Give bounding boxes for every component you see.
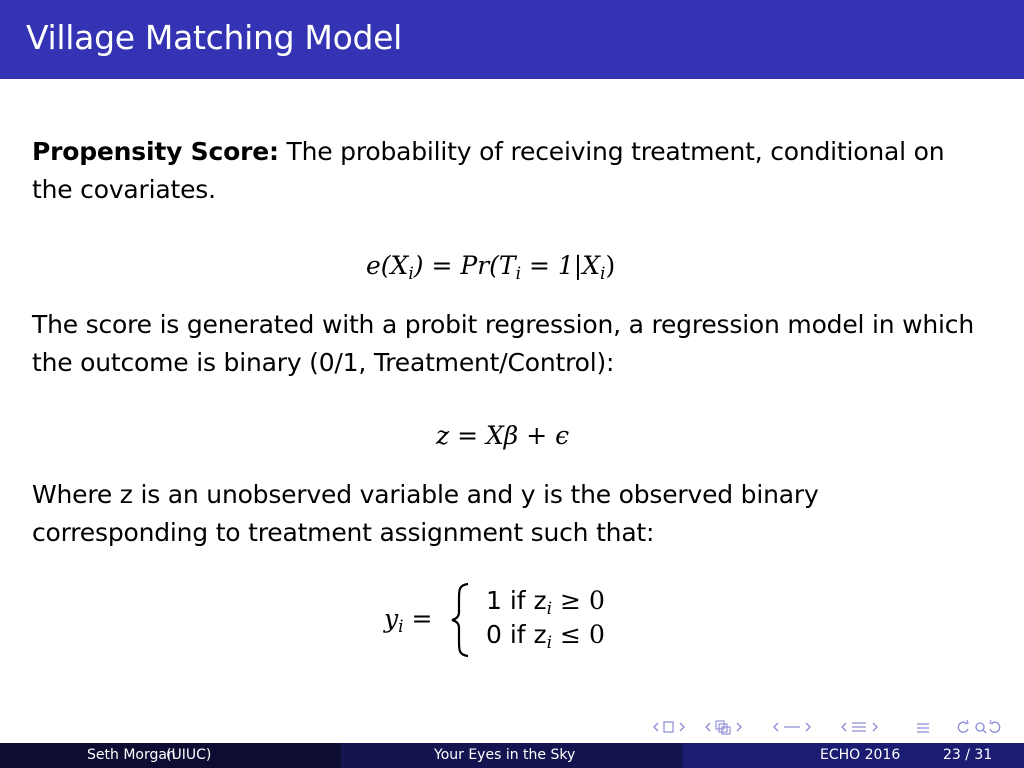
footer-author: Seth Morgan: [87, 747, 176, 763]
align-icon[interactable]: [914, 718, 932, 736]
eq1-rhs-close: ): [605, 251, 616, 280]
footer-page-number: 23 / 31: [943, 747, 993, 763]
slide-content: [32, 133, 992, 209]
eq1-lhs-sub: i: [408, 264, 414, 284]
frame-nav-icon[interactable]: [652, 718, 700, 736]
slide-title: Village Matching Model: [26, 18, 403, 57]
section-nav-icon[interactable]: [772, 718, 832, 736]
footer-conference: ECHO 2016: [820, 747, 901, 763]
piecewise-equation: [384, 582, 644, 662]
eq1-mid-sub: i: [515, 264, 522, 284]
case-one: [486, 586, 605, 619]
pw-equals: =: [403, 604, 433, 633]
pw-lhs: [384, 604, 433, 637]
probit-paragraph-wrap: [32, 306, 992, 382]
case-two-sub: i: [546, 633, 553, 653]
pw-lhs-sub: i: [398, 617, 404, 637]
probit-equation: [436, 421, 569, 450]
definition-text: The probability of receiving treatment, conditional on the covariates.: [32, 137, 945, 204]
case-one-text: 1 if z: [486, 586, 547, 615]
footer-info-segment: [683, 743, 1024, 768]
eq1-rhs: = 1|X: [521, 251, 600, 280]
footer-bar: [0, 743, 1024, 768]
title-bar: [0, 0, 1024, 79]
case-one-sub: i: [546, 599, 553, 619]
left-brace: [450, 582, 470, 658]
footer-talk-title: Your Eyes in the Sky: [434, 747, 576, 763]
definition-paragraph: [32, 133, 992, 209]
probit-paragraph: The score is generated with a probit regression, a regression model in which the outcome is binary (0/1, Treatment/Control):: [32, 310, 974, 377]
latent-paragraph-wrap: [32, 476, 992, 552]
pw-lhs-var: y: [384, 604, 399, 633]
eq1-lhs: e(X: [366, 251, 409, 280]
subsection-list-icon[interactable]: [840, 718, 902, 736]
footer-title-segment: [341, 743, 683, 768]
eq1-lhs-close: ) = Pr(T: [413, 251, 516, 280]
latent-paragraph: Where z is an unobserved variable and y is the observed binary corresponding to treatment assignment such that:: [32, 480, 819, 547]
beamer-navigation: [652, 718, 1022, 736]
footer-affiliation: (UIUC): [166, 747, 212, 763]
term-label: Propensity Score:: [32, 137, 279, 166]
case-one-op: ≥ 0: [552, 586, 605, 615]
search-icon[interactable]: [956, 718, 1004, 736]
eq1-rhs-sub: i: [600, 264, 606, 284]
eq2-text: z = Xβ + ϵ: [436, 421, 570, 450]
propensity-equation: [366, 251, 616, 284]
case-two-op: ≤ 0: [552, 620, 605, 649]
case-two-text: 0 if z: [486, 620, 547, 649]
footer-author-segment: [0, 743, 341, 768]
subsection-nav-icon[interactable]: [704, 718, 766, 736]
case-two: [486, 620, 605, 653]
